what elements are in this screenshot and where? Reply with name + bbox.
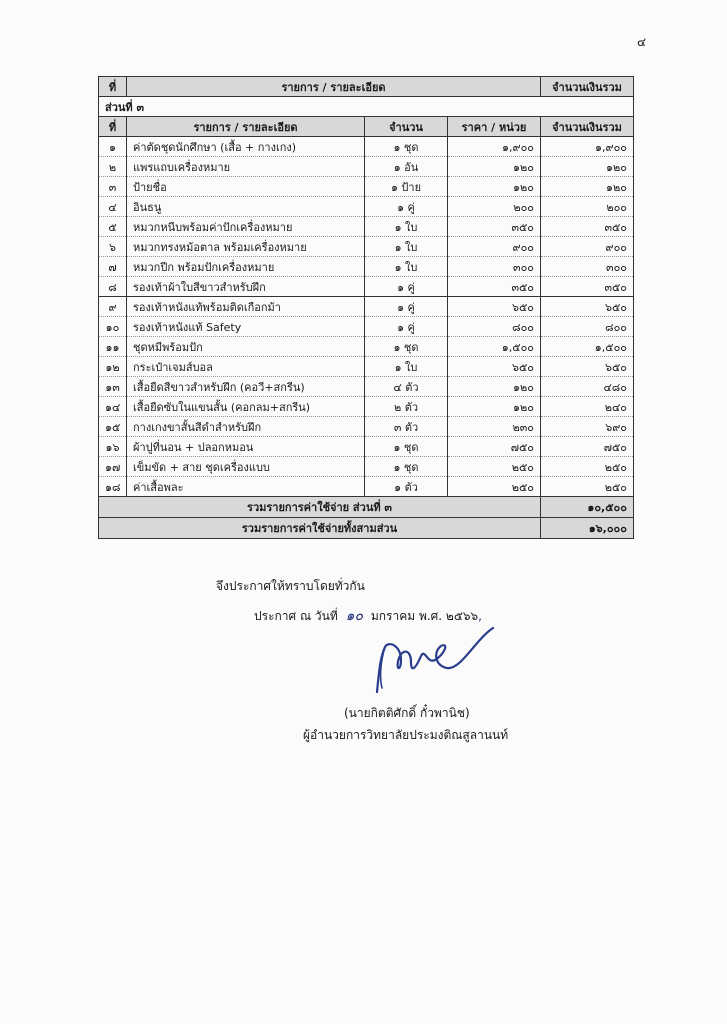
table-row: [99, 357, 634, 377]
row-price: ๖๕๐: [448, 297, 541, 317]
row-total: ๒๔๐: [541, 397, 634, 417]
table-row: [99, 177, 634, 197]
row-no: ๑๐: [99, 317, 127, 337]
row-total: ๑๒๐: [541, 177, 634, 197]
row-item: ป้ายชื่อ: [127, 177, 365, 197]
row-price: ๓๕๐: [448, 217, 541, 237]
row-price: ๒๕๐: [448, 457, 541, 477]
row-total: ๗๕๐: [541, 437, 634, 457]
col-header-item: รายการ / รายละเอียด: [127, 117, 365, 137]
row-no: ๑๗: [99, 457, 127, 477]
row-total: ๑๒๐: [541, 157, 634, 177]
row-no: ๑๑: [99, 337, 127, 357]
row-item: กระเป๋าเจมส์บอล: [127, 357, 365, 377]
row-no: ๘: [99, 277, 127, 297]
row-no: ๔: [99, 197, 127, 217]
row-qty: ๑ ตัว: [365, 477, 448, 497]
subtotal-row: [99, 497, 634, 518]
col-header-no: ที่: [99, 117, 127, 137]
row-no: ๓: [99, 177, 127, 197]
row-item: กางเกงขาสั้นสีดำสำหรับฝึก: [127, 417, 365, 437]
row-no: ๗: [99, 257, 127, 277]
row-qty: ๒ ตัว: [365, 397, 448, 417]
row-qty: ๑ ใบ: [365, 357, 448, 377]
table-row: [99, 457, 634, 477]
row-qty: ๑ คู่: [365, 297, 448, 317]
row-qty: ๑ ป้าย: [365, 177, 448, 197]
col-header-qty: จำนวน: [365, 117, 448, 137]
table-row: [99, 437, 634, 457]
row-item: ผ้าปูที่นอน + ปลอกหมอน: [127, 437, 365, 457]
subtotal-amount: ๑๐,๕๐๐: [541, 497, 634, 518]
row-total: ๓๕๐: [541, 217, 634, 237]
row-total: ๔๘๐: [541, 377, 634, 397]
row-no: ๑๓: [99, 377, 127, 397]
row-item: รองเท้าผ้าใบสีขาวสำหรับฝึก: [127, 277, 365, 297]
row-price: ๓๕๐: [448, 277, 541, 297]
row-qty: ๑ ชุด: [365, 337, 448, 357]
table-row: [99, 417, 634, 437]
table-row: [99, 477, 634, 497]
row-price: ๑๒๐: [448, 397, 541, 417]
row-price: ๓๐๐: [448, 257, 541, 277]
row-qty: ๑ คู่: [365, 317, 448, 337]
row-item: แพรแถบเครื่องหมาย: [127, 157, 365, 177]
row-total: ๖๙๐: [541, 417, 634, 437]
row-total: ๙๐๐: [541, 237, 634, 257]
row-total: ๒๕๐: [541, 457, 634, 477]
row-price: ๒๓๐: [448, 417, 541, 437]
row-qty: ๑ ชุด: [365, 437, 448, 457]
row-qty: ๑ คู่: [365, 277, 448, 297]
row-price: ๗๕๐: [448, 437, 541, 457]
given-date-line: ประกาศ ณ วันที่ ๑๐ มกราคม พ.ศ. ๒๕๖๖,: [254, 608, 482, 624]
row-qty: ๑ คู่: [365, 197, 448, 217]
given-day-handwritten: ๑๐: [345, 608, 364, 624]
row-qty: ๑ อัน: [365, 157, 448, 177]
row-price: ๑๒๐: [448, 377, 541, 397]
row-price: ๑๒๐: [448, 177, 541, 197]
row-no: ๕: [99, 217, 127, 237]
table-row: [99, 197, 634, 217]
row-price: ๑,๕๐๐: [448, 337, 541, 357]
row-no: ๑๖: [99, 437, 127, 457]
row-price: ๑๒๐: [448, 157, 541, 177]
row-price: ๒๐๐: [448, 197, 541, 217]
col-header-total: จำนวนเงินรวม: [541, 117, 634, 137]
grand-total-row: [99, 518, 634, 539]
row-no: ๑๘: [99, 477, 127, 497]
top-header-row: [99, 77, 634, 97]
row-qty: ๑ ใบ: [365, 217, 448, 237]
row-total: ๑,๕๐๐: [541, 337, 634, 357]
row-no: ๑๒: [99, 357, 127, 377]
row-no: ๑๕: [99, 417, 127, 437]
subtotal-label: รวมรายการค่าใช้จ่าย ส่วนที่ ๓: [99, 497, 541, 518]
section-title: ส่วนที่ ๓: [99, 97, 634, 117]
row-item: ชุดหมีพร้อมปัก: [127, 337, 365, 357]
row-total: ๖๕๐: [541, 297, 634, 317]
table-row: [99, 157, 634, 177]
header-item: รายการ / รายละเอียด: [127, 77, 541, 97]
row-qty: ๓ ตัว: [365, 417, 448, 437]
signature-icon: [355, 620, 505, 700]
row-item: เข็มขัด + สาย ชุดเครื่องแบบ: [127, 457, 365, 477]
table-row: [99, 137, 634, 157]
row-no: ๑๔: [99, 397, 127, 417]
row-qty: ๔ ตัว: [365, 377, 448, 397]
row-item: รองเท้าหนังแท้ Safety: [127, 317, 365, 337]
row-qty: ๑ ชุด: [365, 457, 448, 477]
row-item: ค่าตัดชุดนักศึกษา (เสื้อ + กางเกง): [127, 137, 365, 157]
row-no: ๑: [99, 137, 127, 157]
row-total: ๒๐๐: [541, 197, 634, 217]
row-item: หมวกปีก พร้อมปักเครื่องหมาย: [127, 257, 365, 277]
header-total: จำนวนเงินรวม: [541, 77, 634, 97]
row-qty: ๑ ชุด: [365, 137, 448, 157]
table-row: [99, 257, 634, 277]
table-row: [99, 397, 634, 417]
announcement-text: จึงประกาศให้ทราบโดยทั่วกัน: [216, 579, 365, 593]
table-row: [99, 377, 634, 397]
row-price: ๙๐๐: [448, 237, 541, 257]
row-price: ๒๕๐: [448, 477, 541, 497]
signer-name: (นายกิตติศักดิ์ กั๋วพานิช): [344, 706, 470, 720]
row-total: ๓๕๐: [541, 277, 634, 297]
table-row: [99, 297, 634, 317]
expense-table: [98, 76, 634, 539]
row-no: ๖: [99, 237, 127, 257]
row-item: เสื้อยืดซับในแขนสั้น (คอกลม+สกรีน): [127, 397, 365, 417]
row-no: ๒: [99, 157, 127, 177]
given-suffix: มกราคม พ.ศ. ๒๕๖๖: [370, 609, 479, 623]
given-prefix: ประกาศ ณ วันที่: [254, 609, 338, 623]
row-total: ๑,๙๐๐: [541, 137, 634, 157]
section-title-row: [99, 97, 634, 117]
row-item: หมวกหนีบพร้อมค่าปักเครื่องหมาย: [127, 217, 365, 237]
row-total: ๒๕๐: [541, 477, 634, 497]
row-total: ๓๐๐: [541, 257, 634, 277]
grand-total-amount: ๑๖,๐๐๐: [541, 518, 634, 539]
row-price: ๘๐๐: [448, 317, 541, 337]
row-total: ๘๐๐: [541, 317, 634, 337]
table-row: [99, 237, 634, 257]
col-header-price: ราคา / หน่วย: [448, 117, 541, 137]
row-item: อินธนู: [127, 197, 365, 217]
row-item: ค่าเสื้อพละ: [127, 477, 365, 497]
row-price: ๑,๙๐๐: [448, 137, 541, 157]
signer-position: ผู้อำนวยการวิทยาลัยประมงติณสูลานนท์: [303, 728, 509, 742]
row-item: หมวกทรงหม้อตาล พร้อมเครื่องหมาย: [127, 237, 365, 257]
row-qty: ๑ ใบ: [365, 257, 448, 277]
row-price: ๖๕๐: [448, 357, 541, 377]
page-number: ๔: [637, 35, 647, 49]
table-row: [99, 217, 634, 237]
column-header-row: [99, 117, 634, 137]
table-row: [99, 337, 634, 357]
row-item: รองเท้าหนังแท้พร้อมติดเกือกม้า: [127, 297, 365, 317]
header-no: ที่: [99, 77, 127, 97]
table-row: [99, 277, 634, 297]
row-no: ๙: [99, 297, 127, 317]
row-item: เสื้อยืดสีขาวสำหรับฝึก (คอวี+สกรีน): [127, 377, 365, 397]
table-row: [99, 317, 634, 337]
grand-total-label: รวมรายการค่าใช้จ่ายทั้งสามส่วน: [99, 518, 541, 539]
row-total: ๖๕๐: [541, 357, 634, 377]
row-qty: ๑ ใบ: [365, 237, 448, 257]
